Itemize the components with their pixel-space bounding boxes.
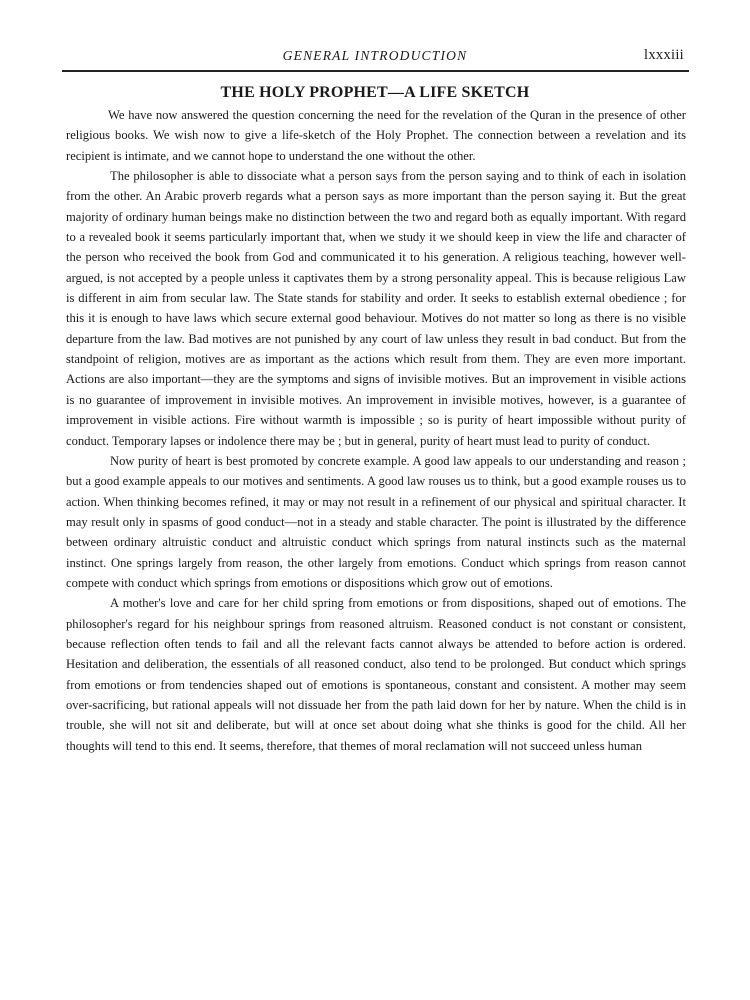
paragraph: A mother's love and care for her child spring from emotions or from dispositions, shaped out of emotions. The philosopher's regard for his neighbour springs from reasoned altruism. Reasoned conduct is not constant or consistent, because reflection often tends to fail and all the relevant facts cannot always be attended to before action is ordered. Hesitation and deliberation, the essentials of all reasoned conduct, also tend to be prolonged. But conduct which springs from emotions or from tendencies shaped out of emotions is spontaneous, constant and consistent. A mother may seem over-sacrificing, but rational appeals will not dissuade her from the path laid down for her by nature. When the child is in trouble, she will not sit and deliberate, but will at once set about doing what she thinks is good for the child. All her thoughts will tend to this end. It seems, therefore, that themes of moral reclamation will not succeed unless human (66, 596, 686, 753)
paragraph: We have now answered the question concerning the need for the revelation of the Quran in the presence of other religious books. We wish now to give a life-sketch of the Holy Prophet. The connection between a revelation and its recipient is intimate, and we cannot hope to understand the one without the other. (66, 108, 686, 163)
section-title: THE HOLY PROPHET—A LIFE SKETCH (220, 84, 530, 101)
page-number: lxxxiii (644, 47, 684, 63)
header-rule (62, 70, 689, 72)
body-text (66, 105, 686, 756)
running-title: GENERAL INTRODUCTION (282, 48, 468, 63)
paragraph: Now purity of heart is best promoted by concrete example. A good law appeals to our understanding and reason ; but a good example appeals to our motives and sentiments. A good law rouses us to think, but a good example rouses us to action. When thinking becomes refined, it may or may not result in a refinement of our physical and spiritual character. It may result only in spasms of good conduct—not in a steady and stable character. The point is illustrated by the difference between ordinary altruistic conduct and altruistic conduct which springs from natural instincts such as the maternal instinct. One springs largely from reason, the other largely from emotions. Conduct which springs from reason cannot compete with conduct which springs from emotions or dispositions which grow out of emotions. (66, 453, 686, 590)
running-head (62, 46, 688, 68)
paragraph: The philosopher is able to dissociate what a person says from the person saying and to think of each in isolation from the other. An Arabic proverb regards what a person says as more important than the person saying it. But the great majority of ordinary human beings make no distinction between the two and regard both as equally important. With regard to a revealed book it seems particularly important that, when we study it we should keep in view the life and character of the person who received the book from God and communicated it to his generation. A religious teaching, however well-argued, is not accepted by a people unless it captivates them by a strong personality appeal. This is because religious Law is different in aim from secular law. The State stands for stability and order. It seeks to establish external obedience ; for this it is enough to have laws which secure external good behaviour. Motives do not matter so long as there is no visible departure from the law. Bad motives are not punished by any court of law unless they result in bad conduct. But from the standpoint of religion, motives are as important as the actions which result from them. They are even more important. Actions are also important—they are the symptoms and signs of invisible motives. But an improvement in visible actions is no guarantee of improvement in invisible motives. An improvement in invisible motives, however, is a guarantee of improvement in visible actions. Fire without warmth is impossible ; so is purity of heart impossible without purity of conduct. Temporary lapses or indolence there may be ; but in general, purity of heart must lead to purity of conduct. (66, 169, 686, 448)
